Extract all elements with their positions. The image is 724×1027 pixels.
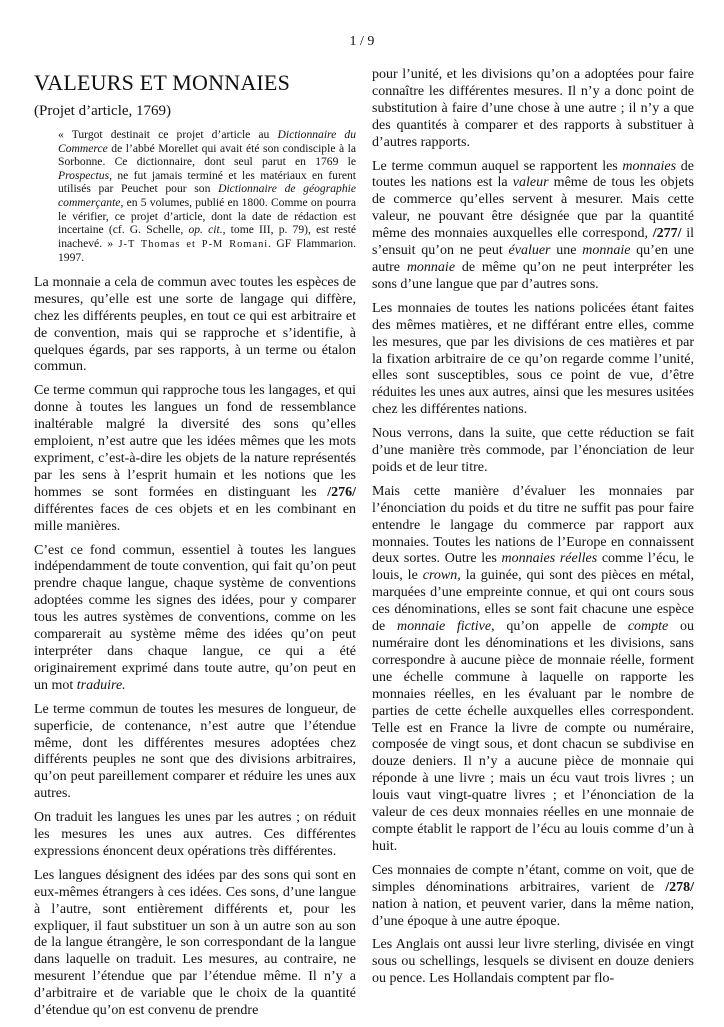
paragraph: Les Anglais ont aussi leur livre sterling, divisée en vingt sous ou schellings, lesquels se divisent en douze deniers ou pence. Les Hollandais comptent par flo- xyxy=(372,937,694,987)
note-authors: J-T Thomas et P-M Romani xyxy=(118,238,269,250)
paragraph: Nous verrons, dans la suite, que cette réduction se fait d’une manière très commode, par l’énonciation de leur poids et de leur titre. xyxy=(372,426,694,475)
left-column xyxy=(34,66,356,1027)
paragraph: On traduit les langues les unes par les autres ; on réduit les mesures les unes aux autres. Ces différentes expressions énoncent deux opérations très différentes. xyxy=(34,810,356,859)
page-marker: /277/ xyxy=(652,226,682,242)
paragraph: Le terme commun de toutes les mesures de longueur, de superficie, de contenance, n’est autre que l’étendue même, dont les différentes mesures adoptées chez différents peuples ne sont que des divisions arbitraires, qu’on peut pareillement comparer et réduire les unes aux autres. xyxy=(34,701,356,802)
paragraph: Les monnaies de toutes les nations policées étant faites des mêmes matières, et ne différant entre elles, comme les mesures, que par les divisions de ces matières et par la fixation arbitraire de ce qu’on regarde comme l’unité, elles sont susceptibles, sous ce point de vue, d’être réduites les unes aux autres, ainsi que les mesures usitées chez les différentes nations. xyxy=(372,300,694,418)
page-number: 1 / 9 xyxy=(349,34,375,49)
paragraph: C’est ce fond commun, essentiel à toutes les langues indépendamment de toute convention, qui fait qu’on peut prendre chaque langue, chaque système de conventions adoptées comme les signes des idées, pour y comparer tous les autres systèmes de conventions, comme on les comparerait au système même des idées qu’on peut interpréter dans chaque langue, ce qui a été originairement exprimé dans toute autre, qu’on peut en un mot traduire. xyxy=(34,542,356,693)
editorial-note: « Turgot destinait ce projet d’article au Dictionnaire du Commerce de l’abbé Morellet qui avait été son condisciple à la Sorbonne. Ce dictionnaire, dont seul parut en 1769 le Prospectus, ne fut jamais terminé et les matériaux en furent utilisés par Peuchet pour son Dictionnaire de géographie commerçante, en 5 volumes, publié en 1800. Comme on pourra le vérifier, ce projet d’article, dont la date de rédaction est incertaine (cf. G. Schelle, op. cit., tome III, p. 79), est resté inachevé. » J-T Thomas et P-M Romani. GF Flammarion. 1997. xyxy=(58,128,357,265)
article-subtitle: (Projet d’article, 1769) xyxy=(34,103,172,119)
page-marker: /278/ xyxy=(665,879,694,895)
paragraph: Les langues désignent des idées par des sons qui sont en eux-mêmes étrangers à ces idées. Ces sons, d’une langue à l’autre, sont entièrement différents et, pour les expliquer, il faut substituer un son à un autre son au son de la langue étrangère, le son correspondant de la langue dans laquelle on traduit. Les mesures, au contraire, ne mesurent l’étendue que par l’étendue même. Il n’y a d’arbitraire et de variable que le choix de la quantité d’étendue qu’on est convenu de prendre xyxy=(34,867,356,1019)
paragraph: Le terme commun auquel se rapportent les monnaies de toutes les nations est la valeur même de tous les objets de commerce qu’elles servent à mesurer. Mais cette valeur, ne pouvant être désignée que par la quantité même des monnaies auxquelles elle correspond, /277/ il s’ensuit qu’on ne peut évaluer une monnaie qu’en une autre monnaie de même qu’on ne peut interpréter les sons d’une langue que par d’autres sons. xyxy=(372,158,695,292)
article-title: VALEURS ET MONNAIES xyxy=(34,70,291,95)
paragraph: Ce terme commun qui rapproche tous les langages, et qui donne à toutes les langues un fond de ressemblance inaltérable malgré la diversité des sons qu’elles emploient, n’est autre que les idées mêmes que les mots expriment, c’est-à-dire les objets de la nature représentés par les sens à l’esprit humain et les notions que les hommes se sont formées en distinguant les /276/ différentes faces de ces objets et en les combinant en mille manières. xyxy=(34,383,356,534)
paragraph: La monnaie a cela de commun avec toutes les espèces de mesures, qu’elle est une sorte de langage qui diffère, chez les différents peuples, en tout ce qui est arbitraire et de convention, mais qui se rapproche et s’identifie, à quelques égards, par ses rapports, à un terme ou étalon commun. xyxy=(34,274,356,375)
paragraph: pour l’unité, et les divisions qu’on a adoptées pour faire connaître les différentes mesures. Il n’y a donc point de substitution à faire d’une chose à une autre ; il n’y a que des quantités à comparer et des rapports à substituer à d’autres rapports. xyxy=(372,67,694,150)
paragraph: Ces monnaies de compte n’étant, comme on voit, que de simples dénominations arbitraires, varient de /278/ nation à nation, et peuvent varier, dans la même nation, d’une époque à une autre époque. xyxy=(372,862,694,929)
page-marker: /276/ xyxy=(327,484,356,500)
right-column xyxy=(372,67,694,995)
paragraph: Mais cette manière d’évaluer les monnaies par l’énonciation du poids et du titre ne suffit pas pour faire entendre le langage du commerce par rapport aux monnaies. Toutes les nations de l’Europe en connaissent deux sortes. Outre les monnaies réelles comme l’écu, le louis, le crown, la guinée, qui sont des pièces en métal, marquées d’une empreinte connue, et qui ont cours sous ces dénominations, elles se sont fait chacune une espèce de monnaie fictive, qu’on appelle de compte ou numéraire dont les dénominations et les divisions, sans correspondre à aucune pièce de monnaie réelle, forment une échelle commune à laquelle on rapporte les monnaies réelles, en les évaluant par le nombre de parties de cette échelle auxquelles elles correspondent. Telle est en France la livre de compte ou numéraire, composée de vingt sous, et dont chacun se subdivise en douze deniers. Il n’y a aucune pièce de monnaie qui réponde à une livre ; mais un écu vaut trois livres ; un louis vaut vingt-quatre livres ; et l’énonciation de la valeur de ces deux monnaies réelles en une monnaie de compte établit le rapport de l’écu au louis comme d’un à huit. xyxy=(372,483,695,854)
